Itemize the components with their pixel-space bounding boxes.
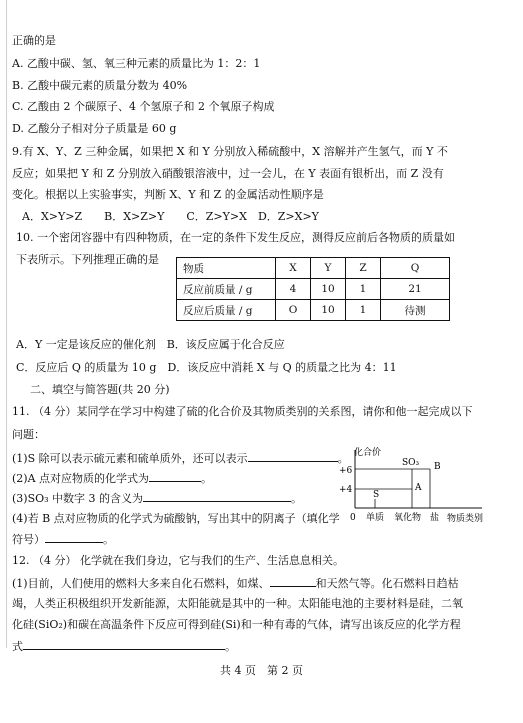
- q12-line-1: 12. （4 分） 化学就在我们身边，它与我们的生产、生活息息相关。: [12, 554, 344, 567]
- q11-part-2-text: (2)A 点对应物质的化学式为: [12, 472, 150, 485]
- y-tick-label: +4: [339, 485, 353, 495]
- table-cell: O: [276, 300, 311, 321]
- q10-line-2: 下表所示。下列推理正确的是: [16, 253, 159, 266]
- x-axis-title: 物质类别: [447, 514, 484, 524]
- answer-blank-4[interactable]: [45, 532, 103, 543]
- answer-blank-6[interactable]: [23, 639, 225, 650]
- q11-part-4-end: 。: [103, 533, 114, 546]
- table-cell: 1: [346, 279, 381, 300]
- origin-label: 0: [350, 513, 356, 523]
- q11-part-3: [12, 491, 302, 506]
- q9-line-2: 反应；如果把 Y 和 Z 分别放入硝酸银溶液中，过一会儿，在 Y 表面有银析出，而 Z 没有: [12, 167, 444, 180]
- point-label-b: B: [434, 462, 441, 472]
- q8-option-c: C. 乙酸由 2 个碳原子、4 个氢原子和 2 个氧原子构成: [12, 100, 275, 113]
- q10-options-row-1: A．Y 一定是该反应的催化剂 B．该反应属于化合反应: [16, 338, 285, 351]
- q8-option-b: B. 乙酸中碳元素的质量分数为 40%: [12, 79, 188, 92]
- q10-line-1: 10. 一个密闭容器中有四种物质，在一定的条件下发生反应，测得反应前后各物质的质量如: [16, 231, 455, 244]
- q12-line-5a: 式: [12, 640, 23, 653]
- answer-blank-3[interactable]: [143, 491, 291, 502]
- q11-part-1-text: (1)S 除可以表示硫元素和硫单质外，还可以表示: [12, 452, 248, 465]
- table-cell: 4: [276, 279, 311, 300]
- table-header-row: [177, 258, 450, 279]
- point-label-s: S: [373, 490, 380, 500]
- table-header-cell: Q: [381, 258, 450, 279]
- mass-table: [176, 257, 450, 321]
- point-label-a: A: [415, 483, 422, 493]
- q12-line-5-end: 。: [225, 640, 236, 653]
- table-header-cell: Z: [346, 258, 381, 279]
- q10-options-row-2: C．反应后 Q 的质量为 10 g D．该反应中消耗 X 与 Q 的质量之比为 4：11: [16, 361, 397, 374]
- table-cell: 21: [381, 279, 450, 300]
- table-cell: 10: [311, 300, 346, 321]
- answer-blank-1[interactable]: [248, 451, 338, 462]
- page-footer: 共 4 页 第 2 页: [220, 664, 303, 677]
- table-row: [177, 279, 450, 300]
- table-cell: 反应后质量 / g: [177, 300, 276, 321]
- q11-part-3-text: (3)SO₃ 中数字 3 的含义为: [12, 492, 144, 505]
- answer-blank-2[interactable]: [149, 471, 201, 482]
- q12-line-3: 竭，人类正积极组织开发新能源，太阳能就是其中的一种。太阳能电池的主要材料是硅，二氧: [12, 597, 463, 610]
- q11-part-2-end: 。: [201, 472, 213, 485]
- q11-part-3-end: 。: [291, 492, 303, 505]
- valence-diagram: [330, 442, 495, 527]
- table-cell: 待测: [381, 300, 450, 321]
- table-header-cell: Y: [311, 258, 346, 279]
- y-tick-label: +6: [339, 466, 353, 476]
- q11-part-1: [12, 451, 349, 466]
- q11-part-1-end: 。: [337, 452, 349, 465]
- q12-line-4: 化硅(SiO₂)和碳在高温条件下反应可得到硅(Si)和一种有毒的气体，请写出该反应的化学方程: [12, 618, 461, 631]
- y-axis-title: 化合价: [354, 448, 382, 458]
- page-edge-line: [6, 0, 7, 648]
- q12-line-5: [12, 639, 236, 654]
- table-header-cell: 物质: [177, 258, 276, 279]
- q12-line-2a: (1)目前，人们使用的燃料大多来自化石燃料，如煤、: [12, 577, 270, 590]
- x-label-element: 单质: [366, 513, 385, 523]
- q11-line-2: 问题：: [12, 428, 45, 441]
- table-row: [177, 300, 450, 321]
- point-label-so3: SO₃: [402, 458, 420, 468]
- q9-line-1: 9.有 X、Y、Z 三种金属，如果把 X 和 Y 分别放入稀硫酸中，X 溶解并产生氢气，而 Y 不: [12, 145, 448, 158]
- q8-option-d: D. 乙酸分子相对分子质量是 60 g: [12, 122, 177, 135]
- q11-line-1: 11. （4 分）某同学在学习中构建了硫的化合价及其物质类别的关系图，请你和他一起完成以下: [12, 405, 473, 418]
- intro-text: 正确的是: [12, 34, 56, 47]
- q11-part-4b: [12, 532, 114, 547]
- table-header-cell: X: [276, 258, 311, 279]
- table-cell: 1: [346, 300, 381, 321]
- q8-option-a: A. 乙酸中碳、氢、氧三种元素的质量比为 1：2：1: [12, 57, 261, 70]
- q9-options: A．X>Y>Z B．X>Z>Y C．Z>Y>X D．Z>X>Y: [22, 210, 319, 223]
- q12-line-2: [12, 576, 459, 591]
- x-label-salt: 盐: [430, 513, 440, 523]
- q9-line-3: 变化。根据以上实验事实，判断 X、Y 和 Z 的金属活动性顺序是: [12, 188, 324, 201]
- q11-part-4b-text: 符号）: [12, 533, 45, 546]
- q11-part-4a: (4)若 B 点对应物质的化学式为硫酸钠，写出其中的阴离子（填化学: [12, 512, 340, 525]
- table-cell: 反应前质量 / g: [177, 279, 276, 300]
- table-cell: 10: [311, 279, 346, 300]
- section-2-title: 二、填空与简答题(共 20 分): [30, 383, 170, 396]
- q12-line-2b: 和天然气等。化石燃料日趋枯: [315, 577, 459, 590]
- answer-blank-5[interactable]: [270, 576, 316, 587]
- x-label-oxide: 氧化物: [394, 513, 422, 523]
- q11-part-2: [12, 471, 212, 486]
